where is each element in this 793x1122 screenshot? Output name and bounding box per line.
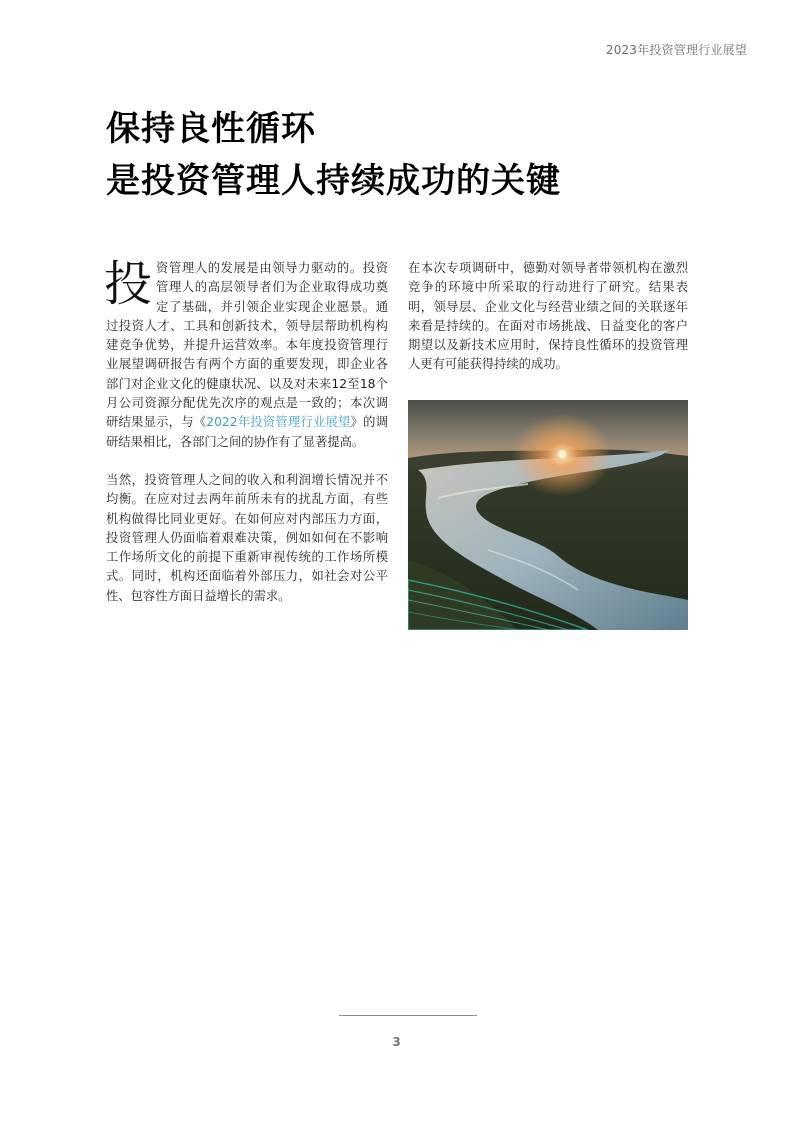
intro-text-b: 》的调研结果相比，各部门之间的协作有了显著提高。 (106, 415, 388, 449)
report-2022-link[interactable]: 2022年投资管理行业展望 (206, 415, 351, 430)
page-number: 3 (392, 1035, 401, 1049)
left-column (104, 256, 388, 625)
footer-divider (339, 1015, 477, 1016)
second-paragraph: 当然，投资管理人之间的收入和利润增长情况并不均衡。在应对过去两年前所未有的扰乱方面，有些机构做得比同业更好。在如何应对内部压力方面，投资管理人仍面临着艰难决策，例如如何在不影响工作场所文化的前提下重新审视传统的工作场所模式。同时，机构还面临着外部压力，如社会对公平性、包容性方面日益增长的需求。 (106, 472, 388, 603)
right-column (408, 259, 688, 394)
drop-cap: 投 (104, 256, 153, 312)
report-header-title: 2023年投资管理行业展望 (605, 43, 747, 57)
river-sunset-image (408, 400, 688, 630)
title-line-1: 保持良性循环 (106, 109, 316, 149)
intro-paragraph (104, 256, 388, 452)
page-title (106, 103, 561, 207)
right-paragraph: 在本次专项调研中，德勤对领导者带领机构在激烈竞争的环境中所采取的行动进行了研究。结果表明，领导层、企业文化与经营业绩之间的关联逐年来看是持续的。在面对市场挑战、日益变化的客户期望以及新技术应用时，保持良性循环的投资管理人更有可能获得持续的成功。 (408, 261, 688, 372)
title-line-2: 是投资管理人持续成功的关键 (106, 161, 561, 201)
intro-text-a: 资管理人的发展是由领导力驱动的。投资管理人的高层领导者们为企业取得成功奠定了基础，并引领企业实现企业愿景。通过投资人才、工具和创新技术，领导层帮助机构构建竞争优势，并提升运营效率。本年度投资管理行业展望调研报告有两个方面的重要发现，即企业各部门对企业文化的健康状况、以及对未来12至18个月公司资源分配优先次序的观点是一致的；本次调研结果显示，与《 (106, 261, 388, 430)
